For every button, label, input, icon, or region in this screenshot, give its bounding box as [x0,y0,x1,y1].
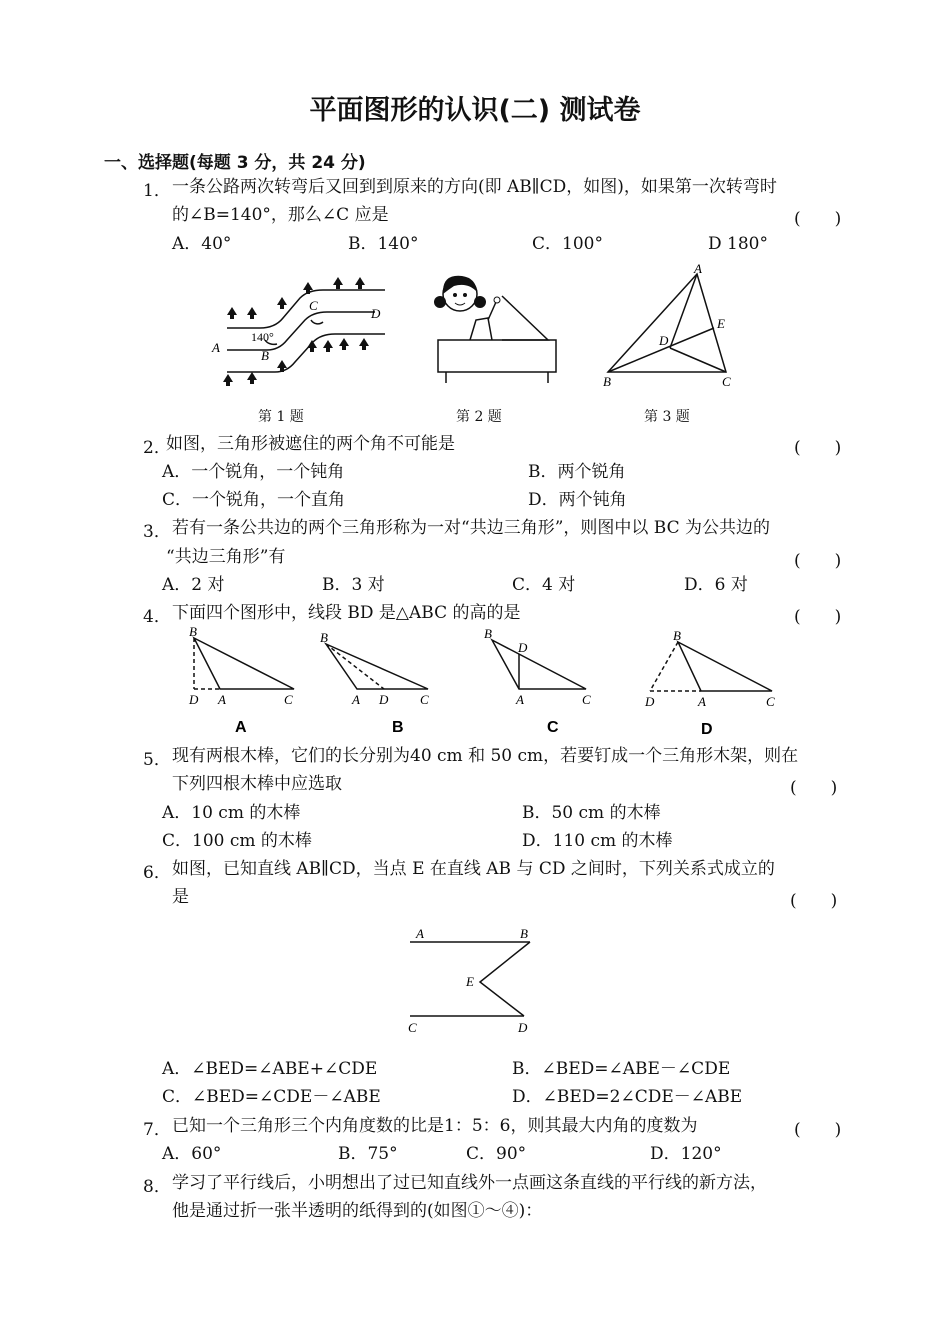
q5-option-c: C．100 cm 的木棒 [162,831,312,851]
q4-figures [180,622,800,742]
q8-line1: 学习了平行线后，小明想出了过已知直线外一点画这条直线的平行线的新方法， [172,1173,767,1193]
fig3-label-a: A [694,262,702,276]
q4d-label-d: D [645,694,655,709]
q1-option-a: A．40° [172,234,232,254]
fig1-label-b: B [261,348,269,363]
q7-line1: 已知一个三角形三个内角度数的比是1：5：6，则其最大内角的度数为 [172,1116,698,1136]
q4d-label-b: B [673,628,681,643]
q2-number: 2． [143,438,171,458]
q4-figure-c [484,626,591,736]
q6-answer-blank: ( ) [790,891,838,911]
q5-line2: 下列四根木棒中应选取 [172,774,342,794]
q3-answer-blank: ( ) [794,551,842,571]
q4-number: 4． [143,607,171,627]
fig1-label-a: A [212,340,220,355]
q3-option-b: B．3 对 [322,575,385,595]
q4-figure-a-letter: A [235,719,247,736]
fig3-label-d: D [659,333,669,348]
q4b-label-d: D [379,692,389,707]
q4-answer-blank: ( ) [794,607,842,627]
q1-option-b: B．140° [348,234,419,254]
q1-option-d: D 180° [708,234,768,254]
q4a-label-a: A [218,692,226,707]
q5-option-b: B．50 cm 的木棒 [522,803,661,823]
q6-option-d: D．∠BED=2∠CDE－∠ABE [512,1087,743,1107]
q6-label-c: C [408,1020,417,1035]
q3-line2: “共边三角形”有 [166,547,286,567]
q2-line1: 如图，三角形被遮住的两个角不可能是 [166,434,455,454]
q4c-label-b: B [484,626,492,641]
caption-figure-1: 第 1 题 [258,409,304,425]
q3-option-c: C．4 对 [512,575,576,595]
q6-label-b: B [520,926,528,941]
q5-answer-blank: ( ) [790,778,838,798]
q6-line2: 是 [172,887,189,907]
q7-number: 7． [143,1120,171,1140]
q4-figure-d [644,628,775,738]
q4-figure-a [188,624,294,736]
q4a-label-d: D [189,692,199,707]
caption-figure-2: 第 2 题 [456,409,502,425]
q3-option-a: A．2 对 [162,575,225,595]
q4-figure-d-letter: D [701,721,713,738]
q4d-label-c: C [766,694,775,709]
q6-label-a: A [416,926,424,941]
q4c-label-a: A [516,692,524,707]
tree-icons [223,277,369,386]
q1-line1: 一条公路两次转弯后又回到到原来的方向(即 AB∥CD，如图)，如果第一次转弯时 [172,177,777,197]
q2-option-a: A．一个锐角，一个钝角 [162,462,345,482]
q1-option-c: C．100° [532,234,603,254]
q4d-label-a: A [698,694,706,709]
fig3-label-c: C [722,374,731,389]
q6-option-c: C．∠BED=∠CDE－∠ABE [162,1087,381,1107]
q6-label-d: D [518,1020,528,1035]
fig1-angle-label: 140° [251,330,274,344]
q8-number: 8． [143,1177,171,1197]
q7-option-a: A．60° [162,1144,222,1164]
figure-1-road [205,270,390,390]
q3-number: 3． [143,522,171,542]
q2-answer-blank: ( ) [794,438,842,458]
q6-number: 6． [143,863,171,883]
fig1-label-c: C [309,298,318,313]
q1-line2: 的∠B=140°，那么∠C 应是 [172,205,389,225]
q6-option-a: A．∠BED=∠ABE+∠CDE [162,1059,378,1079]
q7-option-d: D．120° [650,1144,722,1164]
page-title: 平面图形的认识(二) 测试卷 [309,95,641,126]
q5-option-d: D．110 cm 的木棒 [522,831,673,851]
q3-option-d: D．6 对 [684,575,748,595]
fig1-label-d: D [371,306,381,321]
q4a-label-c: C [284,692,293,707]
fig3-label-b: B [603,374,611,389]
q4b-label-b: B [320,630,328,645]
figure-3-triangle [598,262,740,392]
q6-option-b: B．∠BED=∠ABE－∠CDE [512,1059,731,1079]
figure-2-girl-triangle [430,268,578,390]
q4b-label-c: C [420,692,429,707]
q2-option-c: C．一个锐角，一个直角 [162,490,346,510]
q4-line1: 下面四个图形中，线段 BD 是△ABC 的高的是 [172,603,521,623]
q5-line1: 现有两根木棒，它们的长分别为40 cm 和 50 cm，若要钉成一个三角形木架，则在 [172,746,799,766]
q6-label-e: E [466,974,474,989]
q1-answer-blank: ( ) [794,209,842,229]
q4-figure-b [320,630,429,736]
q1-number: 1． [143,181,171,201]
q8-line2: 他是通过折一张半透明的纸得到的(如图①～④)： [172,1201,543,1221]
q7-option-c: C．90° [466,1144,527,1164]
q4b-label-a: A [352,692,360,707]
q4a-label-b: B [189,624,197,639]
q2-option-d: D．两个钝角 [528,490,627,510]
q5-number: 5． [143,750,171,770]
q7-answer-blank: ( ) [794,1120,842,1140]
q5-option-a: A．10 cm 的木棒 [162,803,301,823]
q6-line1: 如图，已知直线 AB∥CD，当点 E 在直线 AB 与 CD 之间时，下列关系式成立的 [172,859,775,879]
fig3-label-e: E [717,316,725,331]
q7-option-b: B．75° [338,1144,398,1164]
q4c-label-c: C [582,692,591,707]
q2-option-b: B．两个锐角 [528,462,626,482]
q4c-label-d: D [518,640,528,655]
q6-figure-parallel-lines [400,920,550,1038]
q3-line1: 若有一条公共边的两个三角形称为一对“共边三角形”，则图中以 BC 为公共边的 [172,518,771,538]
section-heading: 一、选择题(每题 3 分，共 24 分) [104,153,366,173]
q4-figure-c-letter: C [547,719,559,736]
caption-figure-3: 第 3 题 [644,409,690,425]
q4-figure-b-letter: B [392,719,404,736]
